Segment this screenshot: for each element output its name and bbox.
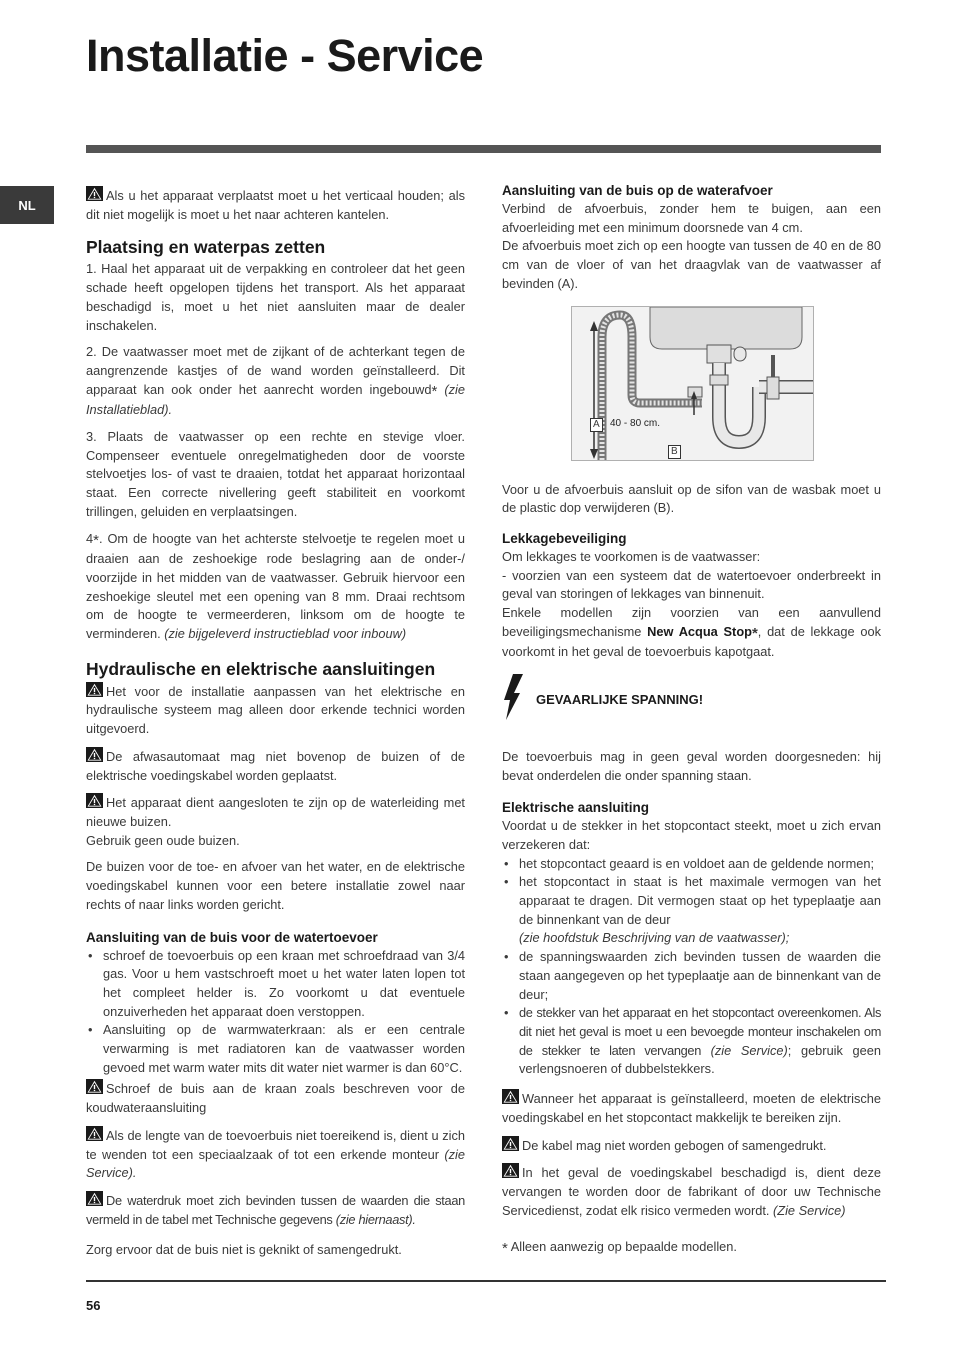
list-item: • schroef de toevoerbuis op een kraan met schroefdraad van 3/4 gas. Voor u hem vastschroeft moet u het water laten lopen tot het compleet helder is. Zo voorkomt u dat eventuele onzuiverheden het apparaat doen verstoppen.: [86, 947, 465, 1022]
footnote: * Alleen aanwezig op bepaalde modellen.: [502, 1239, 737, 1258]
list-item: • het stopcontact geaard is en voldoet aan de geldende normen;: [502, 855, 881, 874]
warning-3: Het apparaat dient aangesloten te zijn op de waterleiding met nieuwe buizen.: [86, 795, 465, 829]
asterisk: *: [751, 624, 758, 642]
figure-label-b: B: [668, 445, 681, 459]
heading-electrical: Elektrische aansluiting: [502, 800, 650, 816]
heading-supply: Aansluiting van de buis voor de watertoevoer: [86, 929, 378, 945]
warning-icon: [502, 1163, 519, 1178]
right-column: [502, 183, 882, 1267]
asterisk: *: [431, 382, 438, 400]
warning-icon: [502, 1089, 519, 1104]
figure-height-label: 40 - 80 cm.: [610, 418, 661, 430]
heading-placing: Plaatsing en waterpas zetten: [86, 237, 326, 258]
paragraph-6: Zorg ervoor dat de buis niet is geknikt of samengedrukt.: [86, 1242, 402, 1258]
warning-icon: [86, 1191, 103, 1206]
warning-9: In het geval de voedingskabel beschadigd is, dient deze vervangen te worden door de fabrikant of door uw Technische Servicedienst, zodat elk risico vermeden wordt. (Zie Service): [502, 1165, 881, 1218]
header-rule: [86, 145, 881, 153]
danger-notice: [502, 674, 881, 726]
warning-1: Het voor de installatie aanpassen van het elektrische en hydraulische systeem mag alleen door erkende technici worden uitgevoerd.: [86, 683, 465, 737]
list-item: • het stopcontact in staat is het maximale vermogen van het apparaat te dragen. Dit vermogen staat op het typeplaatje aan de binnenkant van de deur (zie hoofdstuk Beschrijving van de vaatwasser);: [502, 873, 881, 948]
language-tab: NL: [0, 186, 54, 224]
warning-4: Schroef de buis aan de kraan zoals beschreven voor de koudwateraansluiting: [86, 1081, 465, 1116]
list-item: • de stekker van het apparaat en het stopcontact overeenkomen. Als dit niet het geval is moet u een bevoegde monteur inschakelen om de stekker te laten vervangen (zie Service); gebruik geen verlengsnoeren of dubbelstekkers.: [502, 1004, 881, 1079]
leak-paragraph-4: De toevoerbuis mag in geen geval worden doorgesneden: hij bevat onderdelen die onder spanning staan.: [502, 748, 881, 783]
warning-icon: [86, 1126, 103, 1141]
warning-icon: [86, 1079, 103, 1094]
paragraph-2: 2. De vaatwasser moet met de zijkant of de achterkant tegen de aangrenzende kastjes of de wand worden geïnstalleerd. Dit apparaat kan ook onder het aanrecht worden ingebouwd* (zie Installatieblad).: [86, 344, 465, 418]
warning-icon: [86, 682, 103, 697]
drain-paragraph-2: De afvoerbuis moet zich op een hoogte van tussen de 40 en de 80 cm van de vloer of van het draagvlak van de vaatwasser af bevinden (A).: [502, 238, 881, 291]
leak-paragraph-3: Enkele modellen zijn voorzien van een aanvullend beveiligingsmechanisme New Acqua Stop*, dat de lekkage ook voorkomt in het geval de toevoerbuis kapotgaat.: [502, 605, 881, 660]
warning-8: De kabel mag niet worden gebogen of samengedrukt.: [502, 1136, 881, 1156]
drain-diagram: [571, 306, 814, 461]
asterisk: *: [502, 1240, 508, 1258]
drain-paragraph-3: Voor u de afvoerbuis aansluit op de sifon van de wasbak moet u de plastic dop verwijderen (B).: [502, 481, 881, 516]
warning-3b: Gebruik geen oude buizen.: [86, 832, 240, 848]
page-title: Installatie - Service: [86, 30, 484, 81]
electrical-paragraph-1: Voordat u de stekker in het stopcontact steekt, moet u zich ervan verzekeren dat:: [502, 818, 881, 852]
warning-icon: [86, 186, 103, 201]
lightning-icon: [502, 674, 524, 726]
heading-hydraulic: Hydraulische en elektrische aansluitingen: [86, 658, 436, 679]
figure-labels: [572, 312, 813, 465]
paragraph-3: 3. Plaats de vaatwasser op een rechte en stevige vloer. Compenseer eventuele onregelmatigheden door de voorste stelvoetjes los- of vast te draaien, totdat het apparaat horizontaal staat. Een correcte nivellering geeft stabiliteit en voorkomt trillingen, geluiden en verplaatsingen.: [86, 429, 465, 519]
paragraph-1: 1. Haal het apparaat uit de verpakking en controleer dat het geen schade heeft opgelopen tijdens het transport. Als het apparaat beschadigd is, moet u het niet aansluiten maar de dealer inschakelen.: [86, 261, 465, 333]
warning-icon: [86, 793, 103, 808]
figure-label-a: A: [590, 418, 603, 432]
heading-leak: Lekkagebeveiliging: [502, 530, 627, 546]
electrical-list: [502, 855, 881, 1079]
paragraph-4: 4*. Om de hoogte van het achterste stelvoetje te regelen moet u draaien aan de zeshoekige rode beslagring aan de onder-/ voorzijde in het midden van de vaatwasser. Gebruik hiervoor een zeshoekige sleutel met een opening van 8 mm. Draai rechtsom om de hoogte te vermeerderen, linksom om de hoogte te verminderen. (zie bijgeleverd instructieblad voor inbouw): [86, 530, 465, 642]
list-item: • de spanningswaarden zich bevinden tussen de waarden die staan aangegeven op het typeplaatje aan de binnenkant van de deur;: [502, 948, 881, 1004]
left-column: [86, 186, 465, 1268]
brand-name: New Acqua Stop: [647, 623, 752, 639]
warning-7: Wanneer het apparaat is geïnstalleerd, moeten de elektrische voedingskabel en het stopcontact makkelijk te bereiken zijn.: [502, 1091, 881, 1125]
warning-6: De waterdruk moet zich bevinden tussen de waarden die staan vermeld in de tabel met Technische gegevens (zie hiernaast).: [86, 1192, 465, 1227]
intro-warning: Als u het apparaat verplaatst moet u het verticaal houden; als dit niet mogelijk is moet u het naar achteren kantelen.: [86, 188, 465, 222]
asterisk: *: [93, 531, 99, 549]
danger-label: GEVAARLIJKE SPANNING!: [536, 691, 704, 707]
page-number: 56: [86, 1298, 101, 1313]
leak-paragraph-1: Om lekkages te voorkomen is de vaatwasser:: [502, 548, 761, 564]
warning-5: Als de lengte van de toevoerbuis niet toereikend is, dient u zich te wenden tot een speciaalzaak of tot een erkende monteur (zie Service).: [86, 1127, 465, 1181]
paragraph-5: De buizen voor de toe- en afvoer van het water, en de elektrische voedingskabel kunnen voor een betere installatie zowel naar rechts of naar links worden gericht.: [86, 859, 465, 912]
warning-icon: [502, 1136, 519, 1151]
supply-list: [86, 947, 465, 1078]
drain-paragraph-1: Verbind de afvoerbuis, zonder hem te buigen, aan een afvoerleiding met een minimum doorsnede van 4 cm.: [502, 201, 881, 235]
warning-2: De afwasautomaat mag niet bovenop de buizen of de elektrische voedingskabel worden geplaatst.: [86, 748, 465, 783]
list-item: • Aansluiting op de warmwaterkraan: als er een centrale verwarming is met radiatoren kan de vaatwasser worden gevoed met warm water mits dit water niet warmer is dan 60°C.: [86, 1021, 465, 1077]
heading-drain: Aansluiting van de buis op de waterafvoer: [502, 183, 773, 198]
leak-paragraph-2: - voorzien van een systeem dat de watertoevoer onderbreekt in geval van storingen of lekkages van binnenuit.: [502, 567, 881, 602]
warning-icon: [86, 747, 103, 762]
footer-rule: [86, 1280, 886, 1282]
